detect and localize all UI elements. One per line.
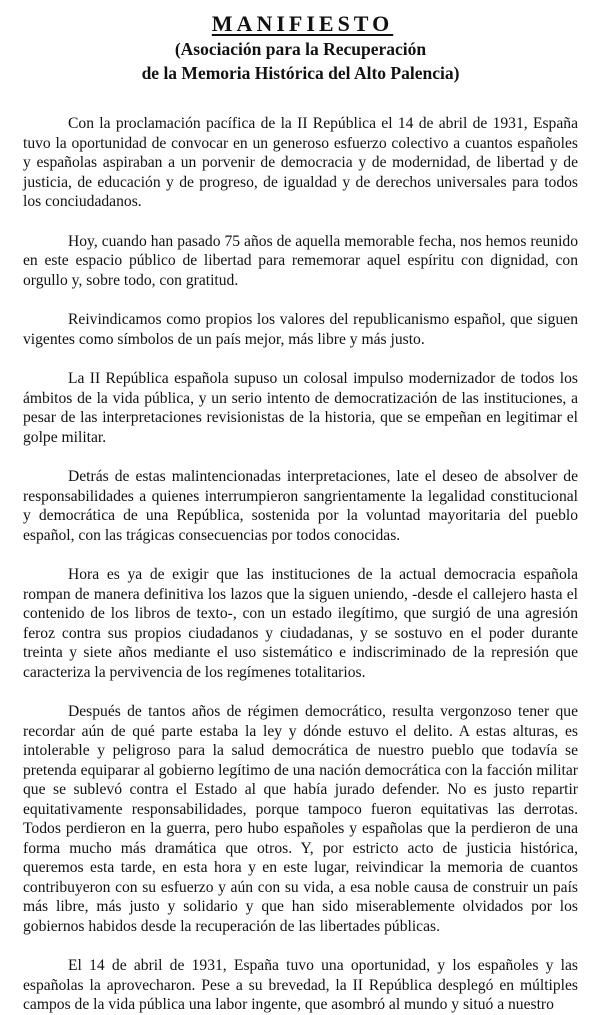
document-subtitle-line-1: (Asociación para la Recuperación bbox=[174, 39, 427, 59]
paragraph-3: Reivindicamos como propios los valores del republicanismo español, que siguen vigentes como símbolos de un país mejor, más libre y más justo. bbox=[23, 311, 578, 348]
document-subtitle-line-2: de la Memoria Histórica del Alto Palencia) bbox=[141, 63, 460, 83]
paragraph-4: La II República española supuso un colosal impulso modernizador de todos los ámbitos de la vida pública, y un serio intento de democratización de las instituciones, a pesar de las interpretaciones revisionistas de la historia, que se empeñan en legitimar el golpe militar. bbox=[23, 370, 578, 446]
paragraph-7: Después de tantos años de régimen democrático, resulta vergonzoso tener que recordar aún de qué parte estaba la ley y dónde estuvo el delito. A estas alturas, es intolerable y peligroso para la salud democrática de nuestro pueblo que todavía se pretenda equiparar al gobierno legítimo de una nación democrática con la facción militar que se sublevó contra el Estado al que había jurado defender. No es justo repartir equitativamente responsabilidades, porque tampoco fueron equitativas las derrotas. Todos perdieron en la guerra, pero hubo españoles y españolas que la perdieron de una forma mucho más dramática que otros. Y, por estricto acto de justicia histórica, queremos esta tarde, en esta hora y en este lugar, reivindicar la memoria de cuantos contribuyeron con su esfuerzo y aún con su vida, a esa noble causa de construir un país más libre, más justo y solidario y que han sido miserablemente olvidados por los gobiernos habidos desde la recuperación de las libertades públicas. bbox=[23, 703, 578, 935]
document-header bbox=[23, 12, 578, 84]
paragraph-2: Hoy, cuando han pasado 75 años de aquella memorable fecha, nos hemos reunido en este espacio público de libertad para rememorar aquel espíritu con dignidad, con orgullo y, sobre todo, con gratitud. bbox=[23, 232, 578, 289]
paragraph-8: El 14 de abril de 1931, España tuvo una oportunidad, y los españoles y las españolas la aprovecharon. Pese a su brevedad, la II República desplegó en múltiples campos de la vida pública una labor ingente, que asombró al mundo y situó a nuestro bbox=[23, 957, 578, 1013]
paragraph-6: Hora es ya de exigir que las instituciones de la actual democracia española rompan de manera definitiva los lazos que la siguen uniendo, -desde el callejero hasta el contenido de los libros de texto-, con un estado ilegítimo, que surgió de una agresión feroz contra sus propios ciudadanos y ciudadanas, y se sostuvo en el poder durante treinta y siete años mediante el uso sistemático e indiscriminado de la represión que caracteriza la pervivencia de los regímenes totalitarios. bbox=[23, 566, 578, 681]
paragraph-5: Detrás de estas malintencionadas interpretaciones, late el deseo de absolver de responsabilidades a quienes interrumpieron sangrientamente la legalidad constitucional y democrática de una República, sostenida por la voluntad mayoritaria del pueblo español, con las trágicas consecuencias por todos conocidas. bbox=[23, 468, 578, 544]
document-title: MANIFIESTO bbox=[211, 11, 394, 36]
document-body bbox=[23, 114, 578, 1015]
paragraph-1: Con la proclamación pacífica de la II República el 14 de abril de 1931, España tuvo la oportunidad de convocar en un generoso esfuerzo colectivo a cuantos españoles y españolas aspiraban a un porvenir de democracia y de modernidad, de libertad y de justicia, de educación y de progreso, de igualdad y de derechos universales para todos los conciudadanos. bbox=[23, 115, 578, 210]
